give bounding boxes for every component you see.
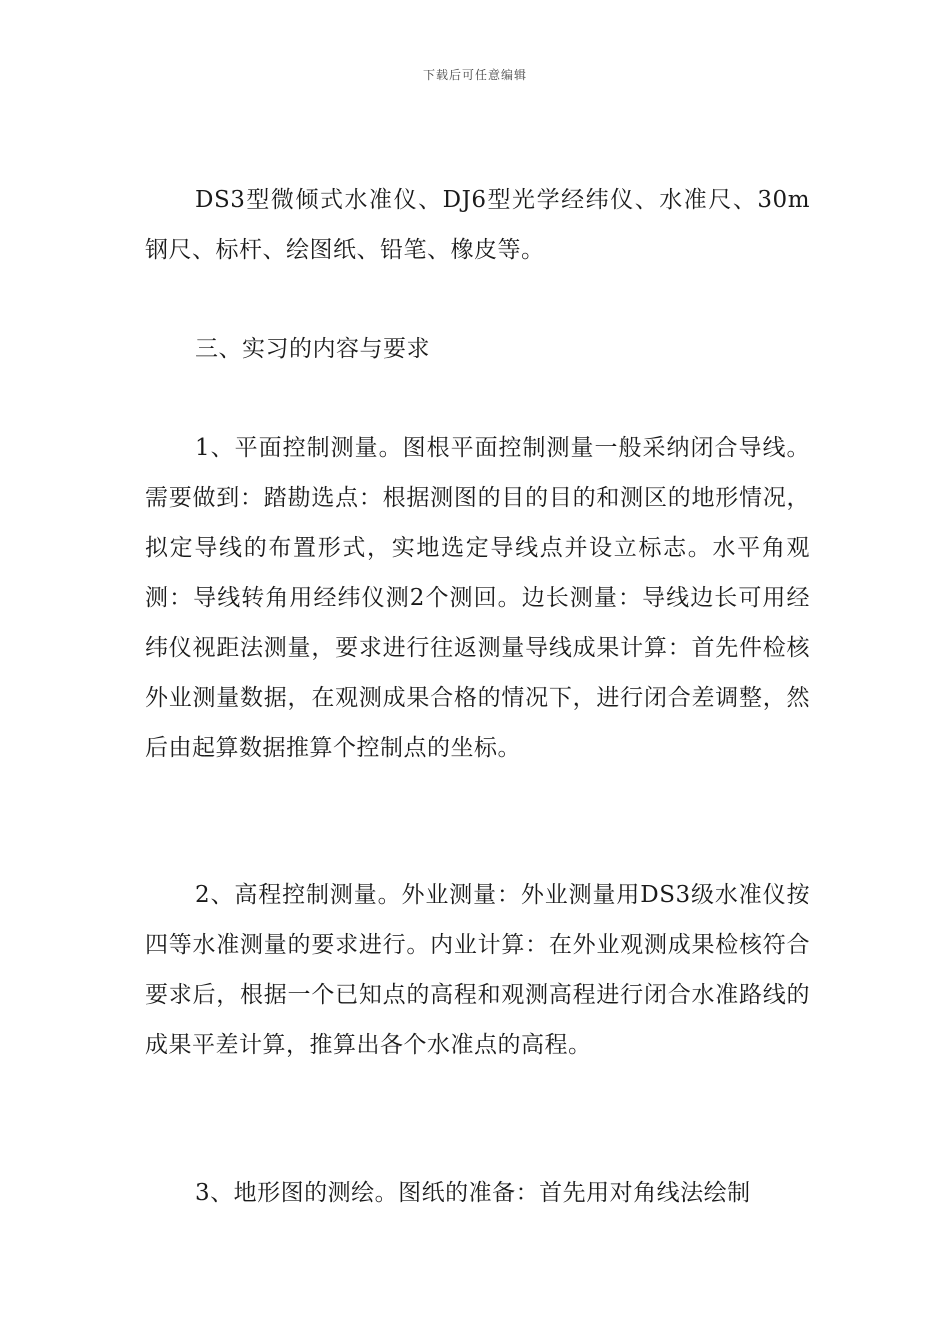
section-heading bbox=[145, 324, 810, 374]
paragraph-plane-control bbox=[145, 423, 810, 773]
paragraph-text: DS3型微倾式水准仪、DJ6型光学经纬仪、水准尺、30m钢尺、标杆、绘图纸、铅笔、橡皮等。 bbox=[145, 187, 810, 263]
page-header: 下载后可任意编辑 bbox=[422, 68, 527, 82]
paragraph-equipment bbox=[145, 175, 810, 275]
paragraph-topographic-map bbox=[145, 1168, 810, 1218]
paragraph-text: 2、高程控制测量。外业测量：外业测量用DS3级水准仪按四等水准测量的要求进行。内业计算：在外业观测成果检核符合要求后，根据一个已知点的高程和观测高程进行闭合水准路线的成果平差计算，推算出各个水准点的高程。 bbox=[145, 882, 810, 1058]
heading-text: 三、实习的内容与要求 bbox=[195, 336, 430, 362]
paragraph-text: 1、平面控制测量。图根平面控制测量一般采纳闭合导线。需要做到：踏勘选点：根据测图的目的目的和测区的地形情况，拟定导线的布置形式，实地选定导线点并设立标志。水平角观测：导线转角用经纬仪测2个测回。边长测量：导线边长可用经纬仪视距法测量，要求进行往返测量导线成果计算：首先件检核外业测量数据，在观测成果合格的情况下，进行闭合差调整，然后由起算数据推算个控制点的坐标。 bbox=[145, 435, 810, 761]
paragraph-text: 3、地形图的测绘。图纸的准备：首先用对角线法绘制 bbox=[195, 1180, 751, 1206]
paragraph-elevation-control bbox=[145, 870, 810, 1070]
